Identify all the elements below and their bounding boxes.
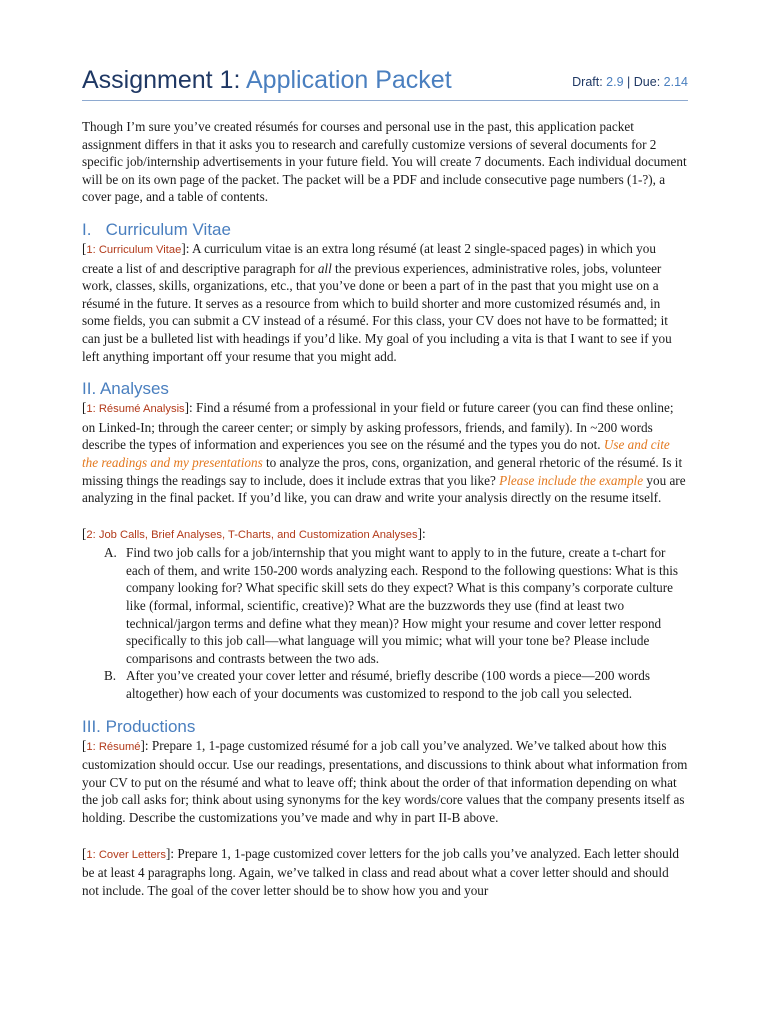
ra-text-a: Find a résumé from a professional in your field or future career (you can find these online; on Linked-In; through the career center; or simply by asking professors, friends, and family). In ~200 words describe the types of information and experiences you see on the résumé and the types you do not. xyxy=(82,400,674,453)
title-prefix: Assignment 1: xyxy=(82,66,246,94)
ra-text-c: you are analyzing in the final packet. If you’d like, you can draw and write your analysis directly on the resume itself. xyxy=(82,472,686,506)
list-letter: A. xyxy=(104,545,117,561)
cv-paragraph: [1: Curriculum Vitae]: A curriculum vitae is an extra long résumé (at least 2 single-spaced pages) in which you create a list of and descriptive paragraph for all the previous experiences, administrative roles, jobs, volunteer work, classes, skills, organizations, etc., that you’ve done or been a part of in the past that you might use on a résumé in the future. It serves as a resource from which to build shorter and more customized résumés and, in some fields, you can submit a CV instead of a résumé. For this class, your CV does not have to be formatted; it can just be a bulleted list with headings if you’d like. My goal of you including a vita is that I want to see if you left anything important off your resume that you might add. xyxy=(82,240,672,364)
section-heading-analyses: II. Analyses xyxy=(82,379,169,399)
job-calls-tag: 2: Job Calls, Brief Analyses, T-Charts, and Customization Analyses xyxy=(86,528,418,541)
resume-tag: 1: Résumé xyxy=(86,740,141,753)
separator: | xyxy=(623,75,634,89)
cv-text-a: A curriculum vitae is an extra long résumé (at least 2 single-spaced pages) in which you create a list of and descriptive paragraph for xyxy=(82,240,656,276)
due-label: Due: xyxy=(633,75,664,89)
draft-label: Draft: xyxy=(572,75,607,89)
resume-analysis-paragraph: [1: Résumé Analysis]: Find a résumé from a professional in your field or future career (you can find these online; on Linked-In; through the career center; or simply by asking professors, friends, and family). In ~200 words describe the types of information and experiences you see on the résumé and the types you do not. Use and cite the readings and my presentations to analyze the pros, cons, organization, and general rhetoric of the résumé. Is it missing things the readings say to include, does it include extras that you like? Please include the example you are analyzing in the final packet. If you’d like, you can draw and write your analysis directly on the resume itself. xyxy=(82,400,686,506)
ra-highlight-2: Please include the example xyxy=(499,472,644,488)
job-calls-list xyxy=(82,544,688,702)
section-heading-productions: III. Productions xyxy=(82,716,196,736)
document-header xyxy=(82,64,688,101)
cv-text-em: all xyxy=(317,260,332,276)
resume-production-paragraph: [1: Résumé]: Prepare 1, 1-page customized résumé for a job call you’ve analyzed. We’ve talked about how this customization should occur. Use our readings, presentations, and discussions to think about what information from your CV to put on the résumé and what to leave off; think about the order of that information depending on what the job call asks for; think about using synonyms for the key words/core values that the company presents itself as holding. Describe the customizations you’ve made and why in part II-B above. xyxy=(82,737,688,825)
cover-letters-paragraph: [1: Cover Letters]: Prepare 1, 1-page customized cover letters for the job calls you’ve analyzed. Each letter should be at least 4 paragraphs long. Again, we’ve talked in class and read about what a cover letter should and should not include. The goal of the cover letter should be to show how you and your xyxy=(82,845,680,898)
resume-text: Prepare 1, 1-page customized résumé for a job call you’ve analyzed. We’ve talked about how this customization should occur. Use our readings, presentations, and discussions to think about what information from your CV to put on the résumé and what to leave off; think about the order of that information depending on what the job call asks for; think about using synonyms for the key words/core values that the company presents itself as holding. Describe the customizations you’ve made and why in part II-B above. xyxy=(82,737,688,825)
list-letter: B. xyxy=(104,668,117,684)
cv-text-b: the previous experiences, administrative roles, jobs, volunteer work, classes, skills, organizations, etc., that you’ve done or been a part of in the past that you might use on a résumé in the future. It serves as a resource from which to build shorter and more customized résumés and, in some fields, you can submit a CV instead of a résumé. For this class, your CV does not have to be formatted; it can just be a bulleted list with headings if you’d like. My goal of you including a vita is that I want to see if you left anything important off your resume that you might add. xyxy=(82,260,672,364)
cv-tag: 1: Curriculum Vitae xyxy=(86,243,182,256)
list-text: Find two job calls for a job/internship that you might want to apply to in the future, create a t-chart for each of them, and write 150-200 words analyzing each. Respond to the following questions: What is this company looking for? What specific skill sets do they expect? What is this company’s corporate culture like (formal, informal, scientific, creative)? What are the buzzwords they use (find at least two technical/jargon terms and define what they mean)? How might your resume and cover letter respond specifically to this job call—what language will you mimic; what will your tone be? Please include comparisons and contrasts between the two ads. xyxy=(126,545,679,666)
due-value: 2.14 xyxy=(663,75,688,89)
list-text: After you’ve created your cover letter and résumé, briefly describe (100 words a piece—200 words altogether) how each of your documents was customized to respond to the job call you selected. xyxy=(126,668,650,702)
section-heading-curriculum-vitae: I. Curriculum Vitae xyxy=(82,219,231,239)
cover-letters-text: Prepare 1, 1-page customized cover letters for the job calls you’ve analyzed. Each letter should be at least 4 paragraphs long. Again, we’ve talked in class and read about what a cover letter should and should not include. The goal of the cover letter should be to show how you and your xyxy=(82,845,680,898)
ra-highlight-1: Use and cite the readings and my presentations xyxy=(82,437,670,470)
assignment-title xyxy=(82,66,452,95)
title-main: Application Packet xyxy=(245,66,452,94)
intro-paragraph: Though I’m sure you’ve created résumés for courses and personal use in the past, this application packet assignment differs in that it asks you to research and carefully customize versions of several documents for 2 specific job/internship advertisements in your future field. You will create 7 documents. Each individual document will be on its own page of the packet. The packet will be a PDF and include consecutive page numbers (1-?), a cover page, and a table of contents. xyxy=(82,119,687,205)
job-calls-paragraph: [2: Job Calls, Brief Analyses, T-Charts, and Customization Analyses]: xyxy=(82,525,426,541)
cover-letters-tag: 1: Cover Letters xyxy=(86,848,166,861)
draft-due-info xyxy=(572,75,688,89)
document-body xyxy=(82,118,688,899)
draft-value: 2.9 xyxy=(606,75,624,89)
ra-text-b: to analyze the pros, cons, organization, and general rhetoric of the résumé. Is it missing things the readings say to include, does it include extras that you like? xyxy=(82,454,683,488)
resume-analysis-tag: 1: Résumé Analysis xyxy=(86,403,185,416)
list-item xyxy=(82,667,688,702)
list-item xyxy=(82,544,688,667)
